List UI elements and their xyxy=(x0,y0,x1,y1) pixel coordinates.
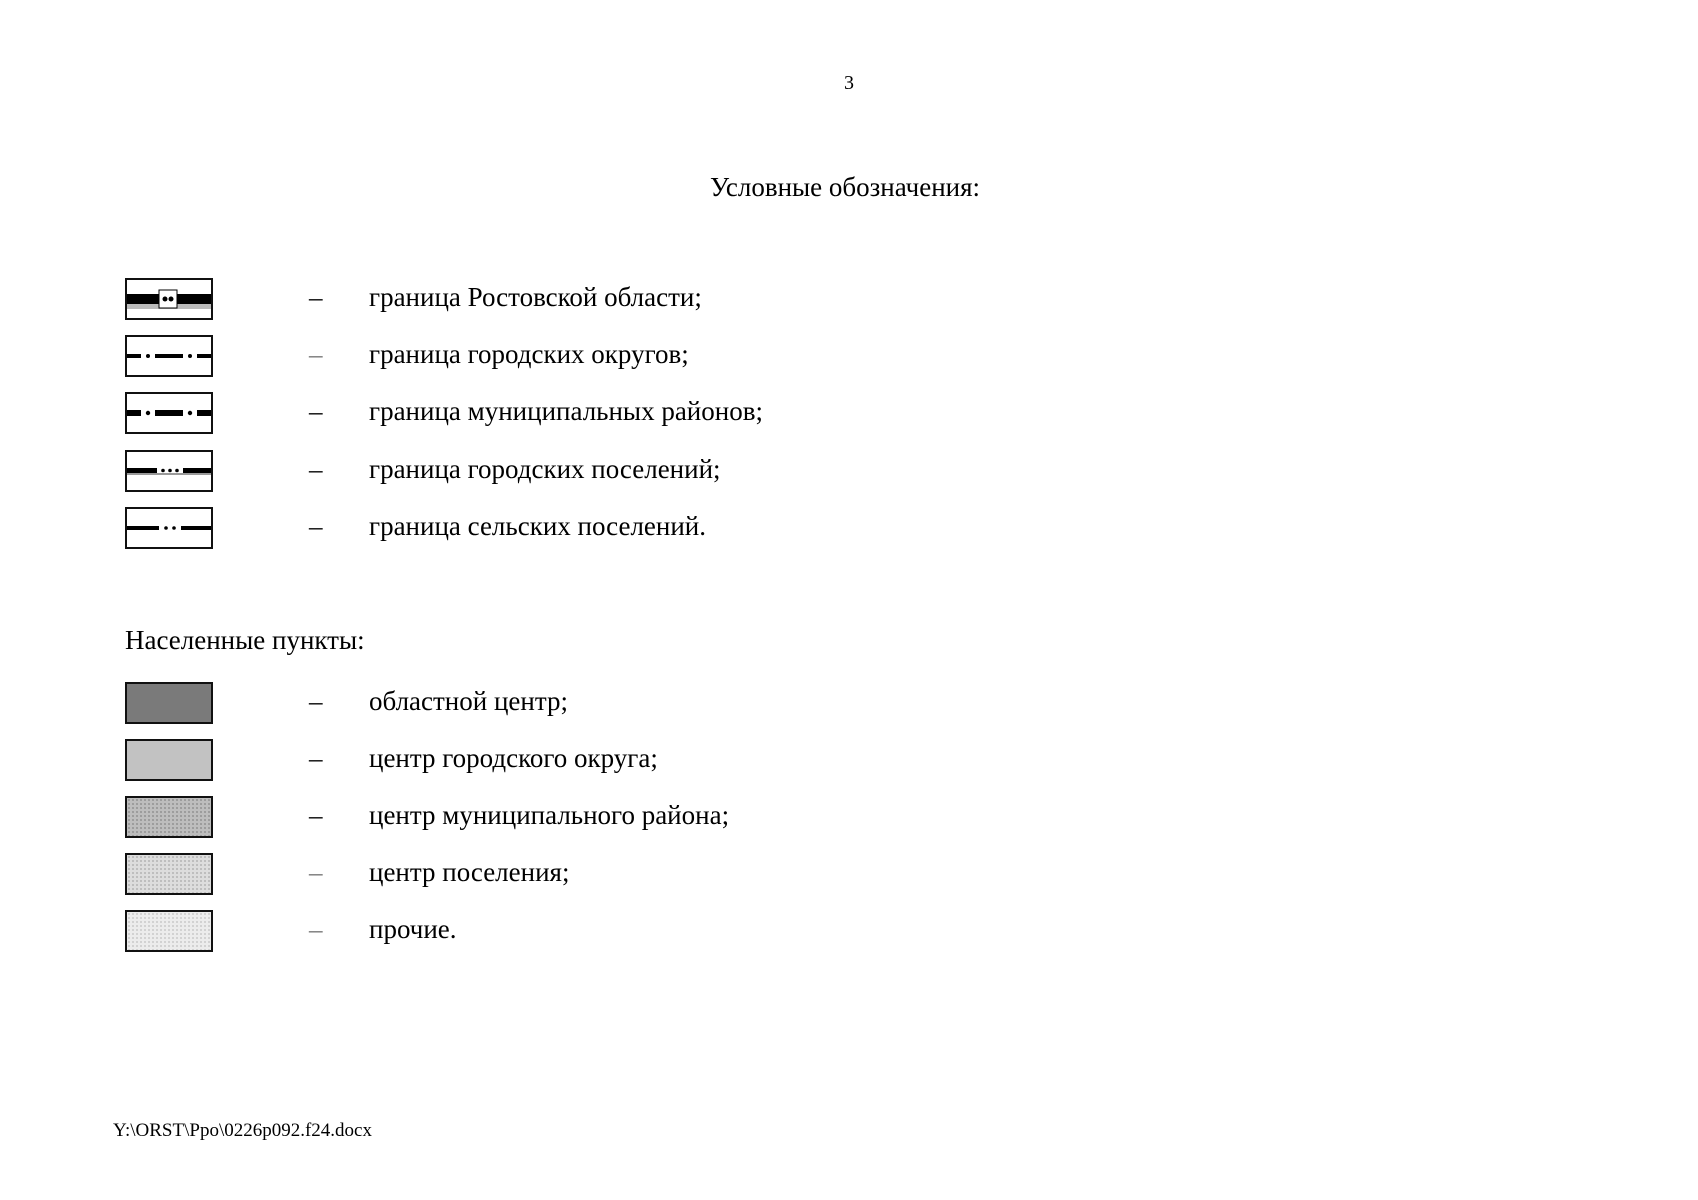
legend-dash: – xyxy=(309,454,323,484)
settlement-center-swatch-icon xyxy=(125,853,213,895)
legend-dash: – xyxy=(309,857,323,887)
settlements-title: Населенные пункты: xyxy=(125,625,365,655)
legend-dash: – xyxy=(309,396,323,426)
legend-label-municipal-district-boundary: граница муниципальных районов; xyxy=(369,396,763,426)
legend-label-urban-district-center: центр городского округа; xyxy=(369,743,658,773)
legend-label-regional-center: областной центр; xyxy=(369,686,568,716)
legend-label-urban-district-boundary: граница городских округов; xyxy=(369,339,689,369)
legend-row-municipal-district-boundary xyxy=(125,392,1025,438)
boundary-urban-settlement-icon xyxy=(125,450,213,492)
boundary-rural-settlement-icon xyxy=(125,507,213,549)
legend-label-urban-settlement-boundary: граница городских поселений; xyxy=(369,454,721,484)
municipal-district-center-swatch-icon xyxy=(125,796,213,838)
legend-dash: – xyxy=(309,282,323,312)
legend-dash: – xyxy=(309,914,323,944)
legend-row-rural-settlement-boundary xyxy=(125,507,1025,553)
other-settlements-swatch-icon xyxy=(125,910,213,952)
legend-row-other-settlements xyxy=(125,910,1025,956)
legend-title: Условные обозначения: xyxy=(710,172,981,202)
legend-dash: – xyxy=(309,743,323,773)
boundary-municipal-district-icon xyxy=(125,392,213,434)
legend-dash: – xyxy=(309,686,323,716)
legend-dash: – xyxy=(309,511,323,541)
boundary-urban-district-icon xyxy=(125,335,213,377)
urban-district-center-swatch-icon xyxy=(125,739,213,781)
legend-label-rural-settlement-boundary: граница сельских поселений. xyxy=(369,511,706,541)
legend-dash: – xyxy=(309,339,323,369)
legend-label-other-settlements: прочие. xyxy=(369,914,457,944)
legend-label-municipal-district-center: центр муниципального района; xyxy=(369,800,730,830)
legend-row-urban-district-center xyxy=(125,739,1025,785)
legend-label-settlement-center: центр поселения; xyxy=(369,857,570,887)
footer-file-path: Y:\ORST\Ppo\0226p092.f24.docx xyxy=(113,1120,372,1141)
page-number: 3 xyxy=(844,72,854,94)
regional-center-swatch-icon xyxy=(125,682,213,724)
legend-row-urban-settlement-boundary xyxy=(125,450,1025,496)
legend-row-region-boundary xyxy=(125,278,1025,324)
legend-dash: – xyxy=(309,800,323,830)
legend-label-region-boundary: граница Ростовской области; xyxy=(369,282,702,312)
legend-row-settlement-center xyxy=(125,853,1025,899)
legend-row-regional-center xyxy=(125,682,1025,728)
legend-row-municipal-district-center xyxy=(125,796,1025,842)
boundary-region-icon xyxy=(125,278,213,320)
legend-row-urban-district-boundary xyxy=(125,335,1025,381)
